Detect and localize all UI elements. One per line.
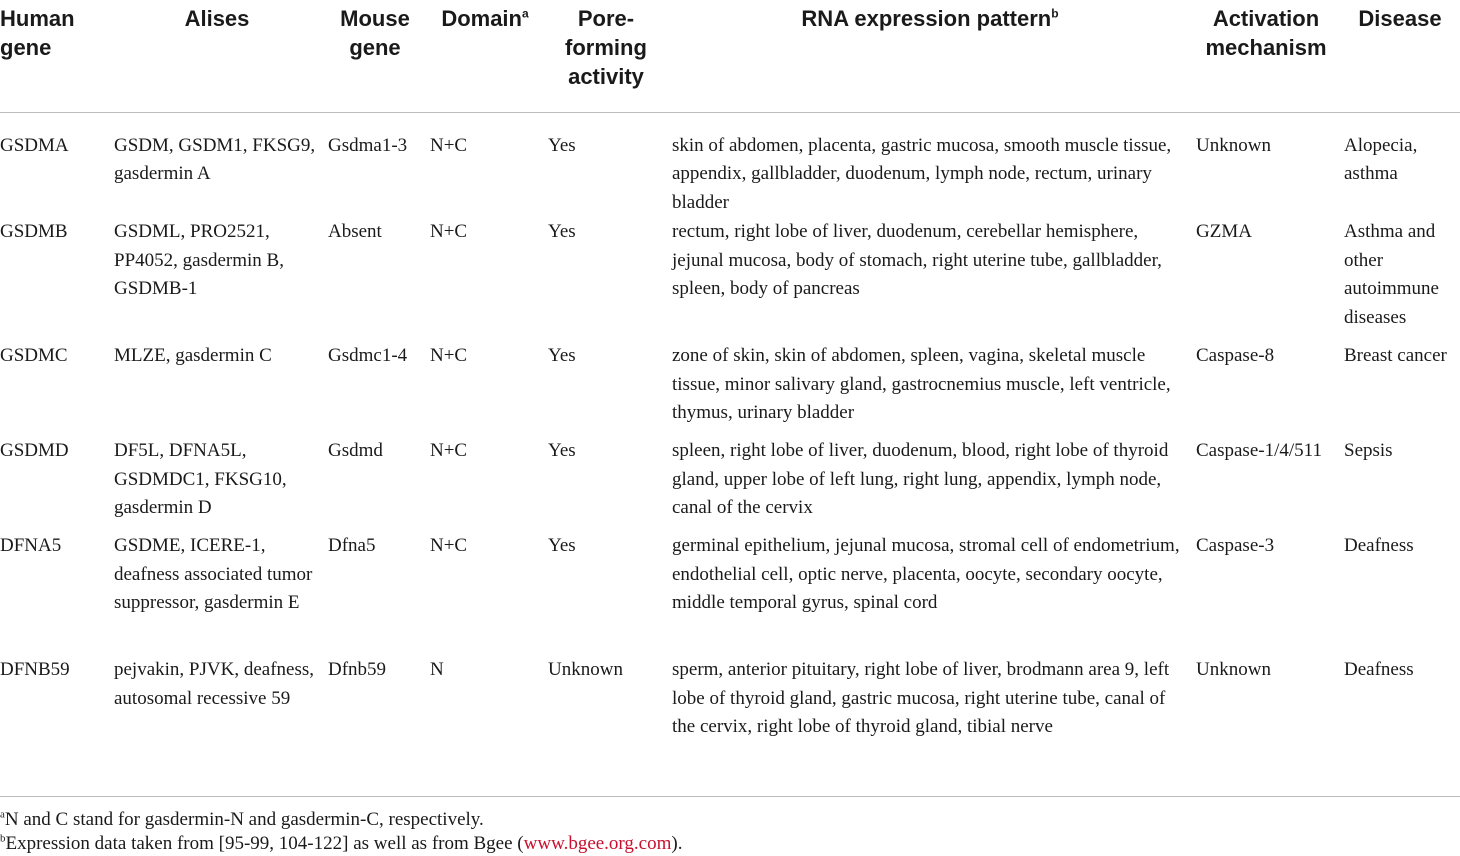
cell-domain: N+C <box>430 220 468 242</box>
cell-aliases: GSDME, ICERE-1, deafness associated tumor suppressor, gasdermin E <box>114 534 313 614</box>
cell-activation: Unknown <box>1196 658 1271 680</box>
cell-activation: Caspase-8 <box>1196 344 1275 366</box>
footnote-b-text: Expression data taken from [95-99, 104-122] as well as from Bgee ( <box>5 833 524 854</box>
cell-rna-expression: spleen, right lobe of liver, duodenum, blood, right lobe of thyroid gland, upper lobe of left lung, right lung, appendix, lymph node, canal of the cervix <box>672 439 1169 519</box>
cell-activation: Unknown <box>1196 134 1271 156</box>
cell-human-gene: GSDMA <box>0 134 69 156</box>
footnote-b <box>0 832 682 856</box>
cell-mouse-gene: Gsdma1-3 <box>328 134 408 156</box>
table-row <box>0 112 1460 218</box>
cell-mouse-gene: Gsdmd <box>328 439 383 461</box>
cell-rna-expression: germinal epithelium, jejunal mucosa, stromal cell of endometrium, endothelial cell, optic nerve, placenta, oocyte, secondary oocyte, middle temporal gyrus, spinal cord <box>672 534 1180 614</box>
cell-rna-expression: zone of skin, skin of abdomen, spleen, vagina, skeletal muscle tissue, minor salivary gland, gastrocnemius muscle, left ventricle, thymus, urinary bladder <box>672 344 1171 424</box>
col-header-domain: Domain$^a$ <box>441 6 529 31</box>
header-row <box>0 0 1460 112</box>
cell-activation: Caspase-1/4/511 <box>1196 439 1322 461</box>
cell-aliases: pejvakin, PJVK, deafness, autosomal recessive 59 <box>114 658 314 709</box>
col-header-mouse-gene: Mouse gene <box>340 6 410 60</box>
table-row <box>0 532 1460 656</box>
cell-disease: Deafness <box>1344 534 1414 556</box>
footnote-a <box>0 808 484 832</box>
cell-disease: Alopecia, asthma <box>1344 134 1418 185</box>
cell-pore-forming: Yes <box>548 134 576 156</box>
cell-activation: GZMA <box>1196 220 1252 242</box>
cell-aliases: MLZE, gasdermin C <box>114 344 272 366</box>
cell-human-gene: DFNA5 <box>0 534 62 556</box>
cell-rna-expression: sperm, anterior pituitary, right lobe of liver, brodmann area 9, left lobe of thyroid gland, gastric mucosa, right uterine tube, canal of the cervix, right lobe of thyroid gland, tibial nerve <box>672 658 1170 738</box>
cell-human-gene: GSDMD <box>0 439 69 461</box>
bgee-link[interactable]: www.bgee.org.com <box>523 833 672 854</box>
cell-disease: Asthma and other autoimmune diseases <box>1344 220 1439 329</box>
cell-human-gene: GSDMC <box>0 344 68 366</box>
cell-activation: Caspase-3 <box>1196 534 1275 556</box>
col-header-rna-expression: RNA expression pattern$^b$ <box>801 6 1059 31</box>
cell-domain: N+C <box>430 344 468 366</box>
cell-mouse-gene: Dfna5 <box>328 534 376 556</box>
col-header-pore-forming: Pore-forming activity <box>565 6 647 89</box>
cell-pore-forming: Yes <box>548 344 576 366</box>
cell-human-gene: DFNB59 <box>0 658 70 680</box>
cell-rna-expression: skin of abdomen, placenta, gastric mucosa, smooth muscle tissue, appendix, gallbladder, duodenum, lymph node, rectum, urinary bladder <box>672 134 1172 214</box>
cell-pore-forming: Yes <box>548 220 576 242</box>
table-row <box>0 218 1460 342</box>
table-row <box>0 342 1460 437</box>
cell-aliases: GSDM, GSDM1, FKSG9, gasdermin A <box>114 134 316 185</box>
cell-pore-forming: Yes <box>548 439 576 461</box>
cell-pore-forming: Unknown <box>548 658 623 680</box>
cell-domain: N+C <box>430 534 468 556</box>
cell-mouse-gene: Dfnb59 <box>328 658 387 680</box>
cell-aliases: GSDML, PRO2521, PP4052, gasdermin B, GSDMB-1 <box>114 220 284 300</box>
footnote-mark-b: b <box>1051 6 1059 21</box>
footnote-a-text: N and C stand for gasdermin-N and gasdermin-C, respectively. <box>4 809 484 830</box>
cell-disease: Sepsis <box>1344 439 1393 461</box>
table-row <box>0 656 1460 776</box>
cell-domain: N <box>430 658 444 680</box>
col-header-human-gene: Human gene <box>0 6 75 60</box>
cell-pore-forming: Yes <box>548 534 576 556</box>
cell-disease: Deafness <box>1344 658 1414 680</box>
cell-human-gene: GSDMB <box>0 220 68 242</box>
cell-mouse-gene: Gsdmc1-4 <box>328 344 408 366</box>
cell-aliases: DF5L, DFNA5L, GSDMDC1, FKSG10, gasdermin D <box>114 439 287 519</box>
col-header-alises: Alises <box>184 6 250 31</box>
cell-rna-expression: rectum, right lobe of liver, duodenum, cerebellar hemisphere, jejunal mucosa, body of stomach, right uterine tube, gallbladder, spleen, body of pancreas <box>672 220 1162 300</box>
table-body <box>0 112 1460 776</box>
footnote-b-mark: b <box>0 832 6 845</box>
footnote-mark-a: a <box>522 6 529 21</box>
footnote-b-text-end: ). <box>671 833 683 854</box>
cell-mouse-gene: Absent <box>328 220 382 242</box>
table-row <box>0 437 1460 532</box>
cell-domain: N+C <box>430 439 468 461</box>
col-header-disease: Disease <box>1358 6 1442 31</box>
cell-disease: Breast cancer <box>1344 344 1447 366</box>
footnote-a-mark: a <box>0 808 5 821</box>
cell-domain: N+C <box>430 134 468 156</box>
footer-rule <box>0 796 1460 797</box>
col-header-activation: Activation mechanism <box>1205 6 1327 60</box>
